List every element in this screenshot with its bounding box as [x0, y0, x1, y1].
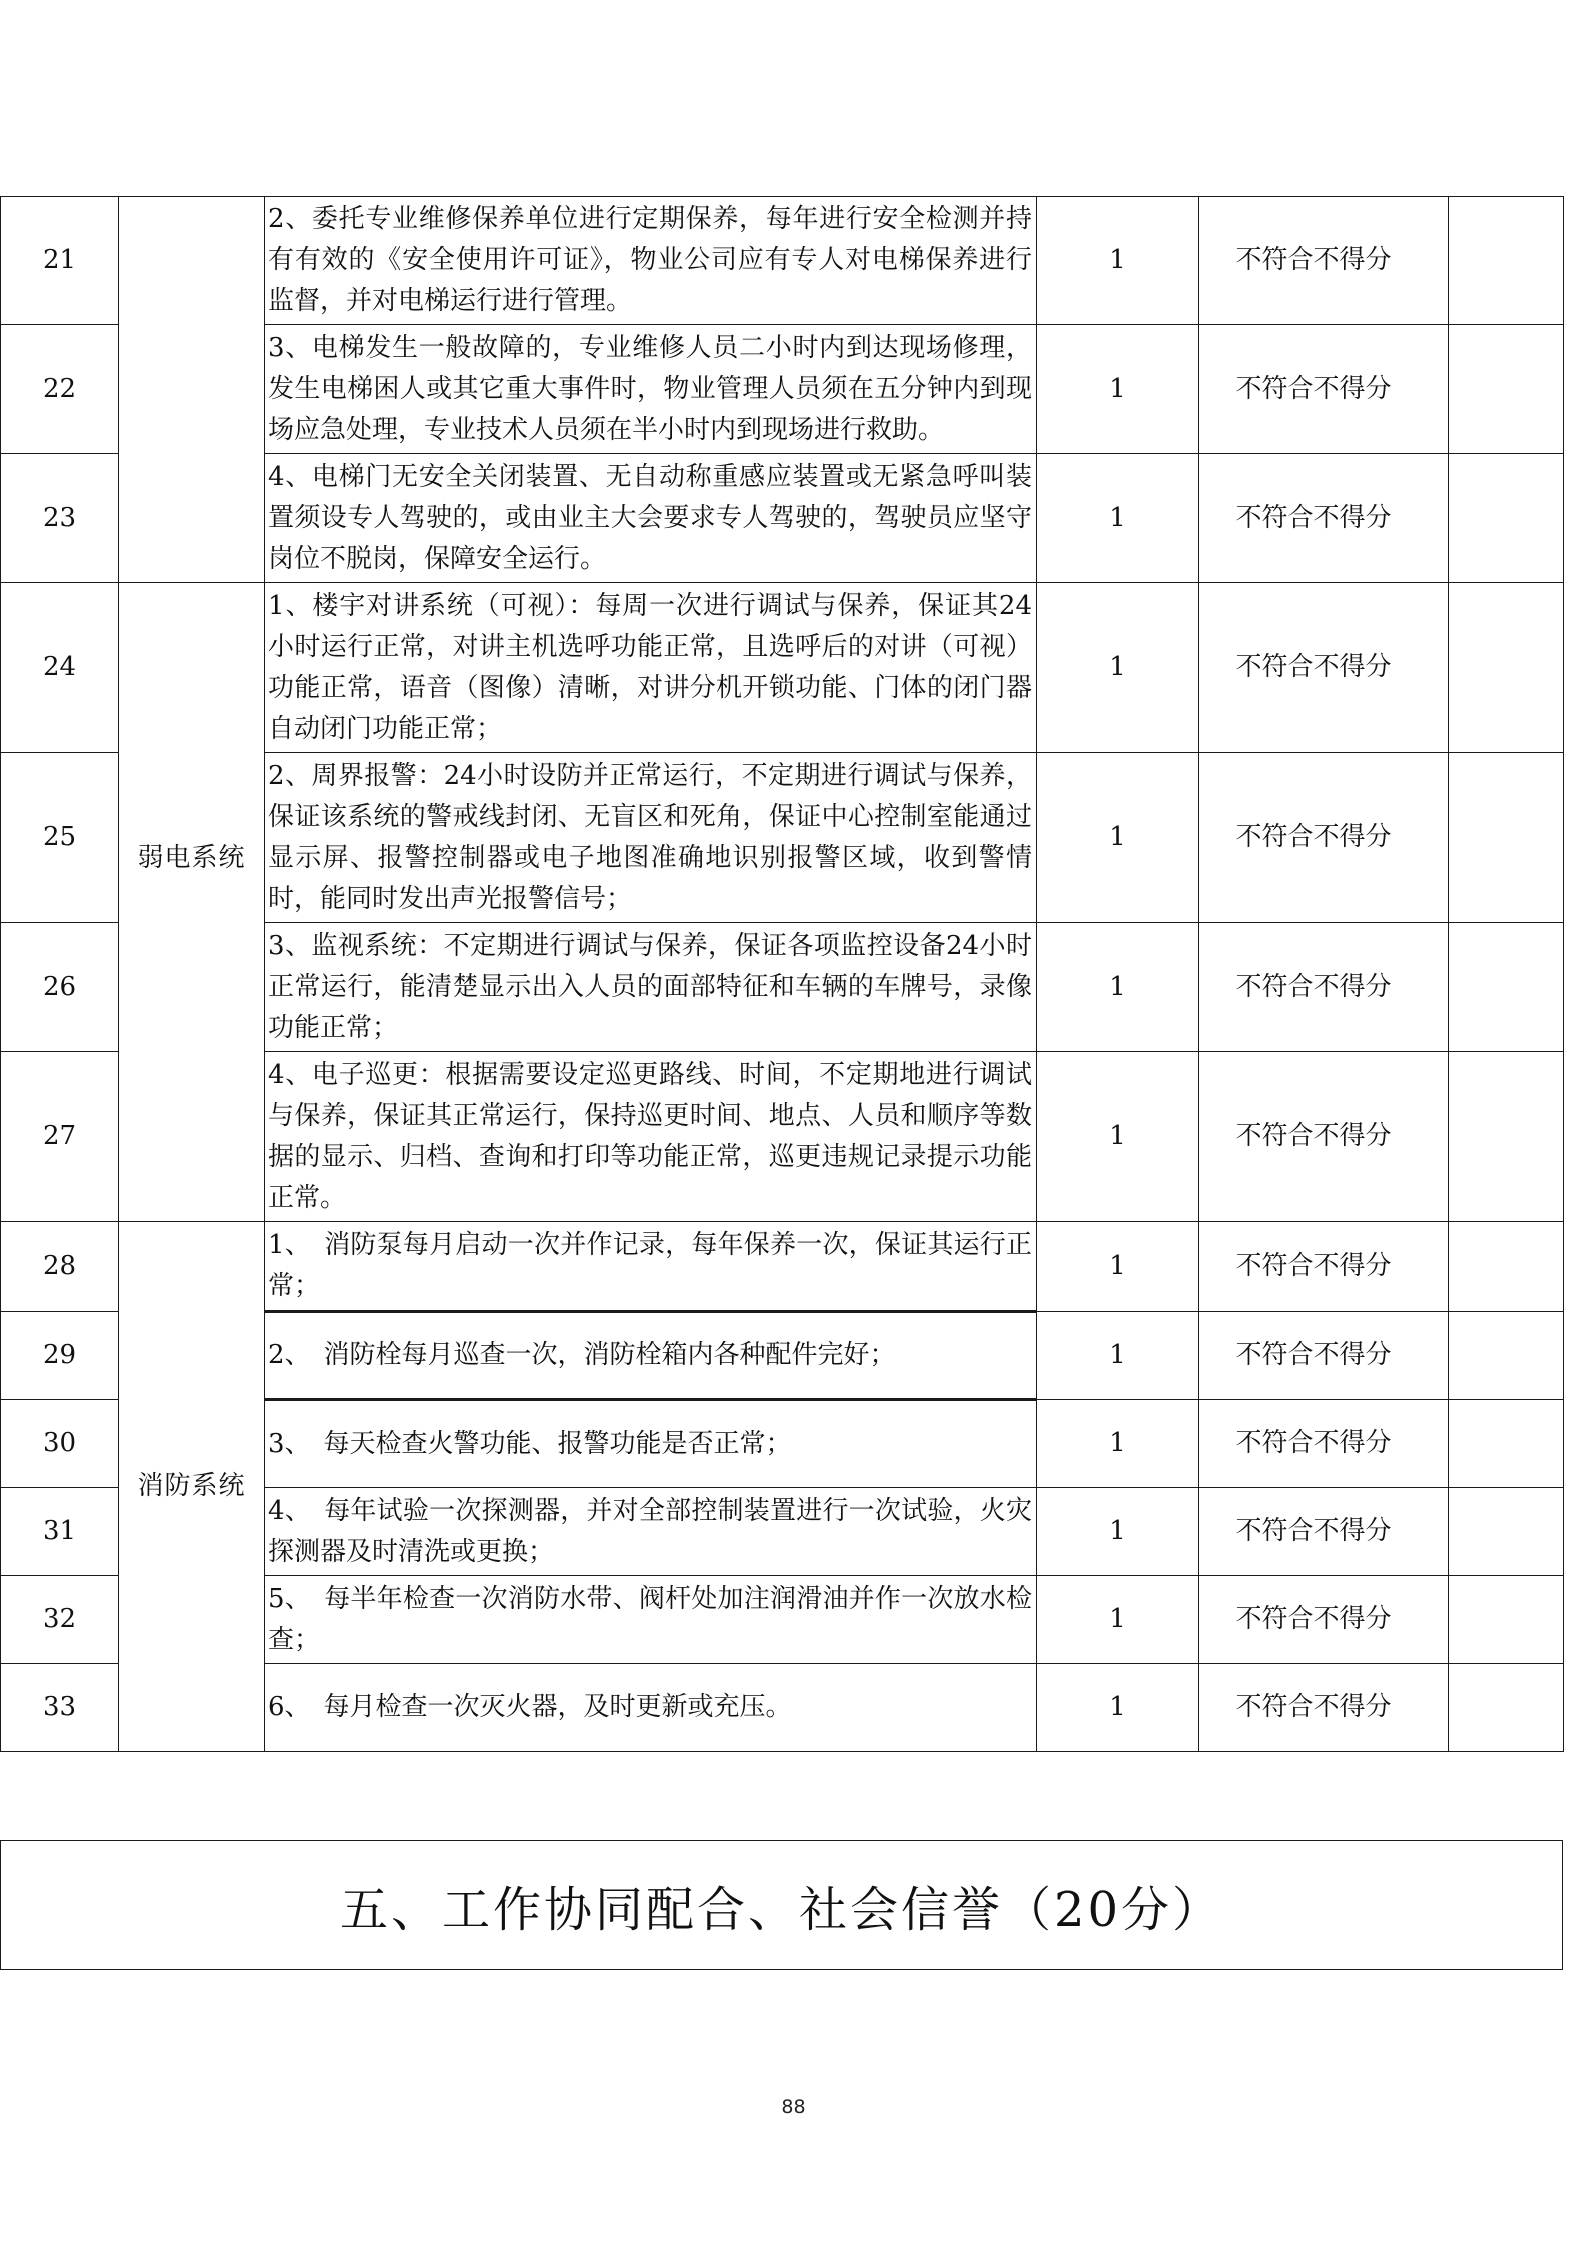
- scoring-rule: 不符合不得分: [1199, 1664, 1449, 1752]
- remark-cell: [1449, 923, 1564, 1052]
- scoring-rule: 不符合不得分: [1199, 1488, 1449, 1576]
- row-number: 25: [1, 753, 119, 923]
- row-number: 22: [1, 325, 119, 454]
- remark-cell: [1449, 325, 1564, 454]
- scoring-rule: 不符合不得分: [1199, 1312, 1449, 1400]
- row-number: 32: [1, 1576, 119, 1664]
- row-number: 27: [1, 1052, 119, 1222]
- score-cell: 1: [1037, 197, 1199, 325]
- category-weak-current: [119, 583, 265, 1222]
- requirement-text: 1、楼宇对讲系统（可视）：每周一次进行调试与保养，保证其24小时运行正常，对讲主机选呼功能正常，且选呼后的对讲（可视）功能正常，语音（图像）清晰，对讲分机开锁功能、门体的闭门器自动闭门功能正常；: [265, 583, 1037, 753]
- score-cell: 1: [1037, 583, 1199, 753]
- page-number: 88: [781, 2096, 806, 2118]
- remark-cell: [1449, 454, 1564, 583]
- scoring-rule: 不符合不得分: [1199, 454, 1449, 583]
- row-number: 29: [1, 1312, 119, 1400]
- table-row: [1, 197, 1564, 325]
- scoring-rule: 不符合不得分: [1199, 583, 1449, 753]
- row-number: 24: [1, 583, 119, 753]
- scoring-rule: 不符合不得分: [1199, 753, 1449, 923]
- table-row: [1, 583, 1564, 753]
- score-cell: 1: [1037, 1222, 1199, 1312]
- row-number: 30: [1, 1400, 119, 1488]
- requirement-text: 3、电梯发生一般故障的，专业维修人员二小时内到达现场修理，发生电梯困人或其它重大事件时，物业管理人员须在五分钟内到现场应急处理，专业技术人员须在半小时内到现场进行救助。: [265, 325, 1037, 454]
- remark-cell: [1449, 583, 1564, 753]
- score-cell: 1: [1037, 325, 1199, 454]
- remark-cell: [1449, 1488, 1564, 1576]
- requirement-text: 2、 消防栓每月巡查一次，消防栓箱内各种配件完好；: [265, 1312, 1037, 1400]
- remark-cell: [1449, 753, 1564, 923]
- row-number: 31: [1, 1488, 119, 1576]
- section-title: 五、工作协同配合、社会信誉（20分）: [339, 1881, 1224, 1938]
- category-label: 弱电系统: [137, 843, 246, 873]
- category-label: 消防系统: [137, 1471, 246, 1501]
- score-cell: 1: [1037, 753, 1199, 923]
- category-cell-elevator: [119, 197, 265, 583]
- score-cell: 1: [1037, 1576, 1199, 1664]
- remark-cell: [1449, 1400, 1564, 1488]
- row-number: 28: [1, 1222, 119, 1312]
- row-number: 26: [1, 923, 119, 1052]
- scoring-rule: 不符合不得分: [1199, 325, 1449, 454]
- score-cell: 1: [1037, 923, 1199, 1052]
- scoring-rule: 不符合不得分: [1199, 1222, 1449, 1312]
- category-fire: [119, 1222, 265, 1752]
- table-row: [1, 1222, 1564, 1312]
- remark-cell: [1449, 1664, 1564, 1752]
- remark-cell: [1449, 1312, 1564, 1400]
- requirement-text: 3、 每天检查火警功能、报警功能是否正常；: [265, 1400, 1037, 1488]
- remark-cell: [1449, 1052, 1564, 1222]
- scoring-rule: 不符合不得分: [1199, 1400, 1449, 1488]
- remark-cell: [1449, 1576, 1564, 1664]
- scoring-rule: 不符合不得分: [1199, 197, 1449, 325]
- scoring-rule: 不符合不得分: [1199, 1052, 1449, 1222]
- requirement-text: 4、电梯门无安全关闭装置、无自动称重感应装置或无紧急呼叫装置须设专人驾驶的，或由业主大会要求专人驾驶的，驾驶员应坚守岗位不脱岗，保障安全运行。: [265, 454, 1037, 583]
- row-number: 23: [1, 454, 119, 583]
- score-cell: 1: [1037, 1052, 1199, 1222]
- score-cell: 1: [1037, 1312, 1199, 1400]
- section-heading-box: [0, 1840, 1563, 1970]
- remark-cell: [1449, 197, 1564, 325]
- row-number: 33: [1, 1664, 119, 1752]
- requirement-text: 4、电子巡更：根据需要设定巡更路线、时间，不定期地进行调试与保养，保证其正常运行，保持巡更时间、地点、人员和顺序等数据的显示、归档、查询和打印等功能正常，巡更违规记录提示功能正常。: [265, 1052, 1037, 1222]
- requirement-text: 3、监视系统：不定期进行调试与保养，保证各项监控设备24小时正常运行，能清楚显示出入人员的面部特征和车辆的车牌号，录像功能正常；: [265, 923, 1037, 1052]
- requirement-text: 4、 每年试验一次探测器，并对全部控制装置进行一次试验，火灾探测器及时清洗或更换；: [265, 1488, 1037, 1576]
- requirement-text: 1、 消防泵每月启动一次并作记录，每年保养一次，保证其运行正常；: [265, 1222, 1037, 1312]
- score-cell: 1: [1037, 1400, 1199, 1488]
- requirement-text: 5、 每半年检查一次消防水带、阀杆处加注润滑油并作一次放水检查；: [265, 1576, 1037, 1664]
- remark-cell: [1449, 1222, 1564, 1312]
- scoring-rule: 不符合不得分: [1199, 923, 1449, 1052]
- requirement-text: 6、 每月检查一次灭火器，及时更新或充压。: [265, 1664, 1037, 1752]
- requirement-text: 2、周界报警：24小时设防并正常运行，不定期进行调试与保养，保证该系统的警戒线封闭、无盲区和死角，保证中心控制室能通过显示屏、报警控制器或电子地图准确地识别报警区域，收到警情时，能同时发出声光报警信号；: [265, 753, 1037, 923]
- requirement-text: 2、委托专业维修保养单位进行定期保养，每年进行安全检测并持有有效的《安全使用许可证》，物业公司应有专人对电梯保养进行监督，并对电梯运行进行管理。: [265, 197, 1037, 325]
- scoring-rule: 不符合不得分: [1199, 1576, 1449, 1664]
- evaluation-table: [0, 196, 1564, 1752]
- score-cell: 1: [1037, 454, 1199, 583]
- row-number: 21: [1, 197, 119, 325]
- score-cell: 1: [1037, 1488, 1199, 1576]
- score-cell: 1: [1037, 1664, 1199, 1752]
